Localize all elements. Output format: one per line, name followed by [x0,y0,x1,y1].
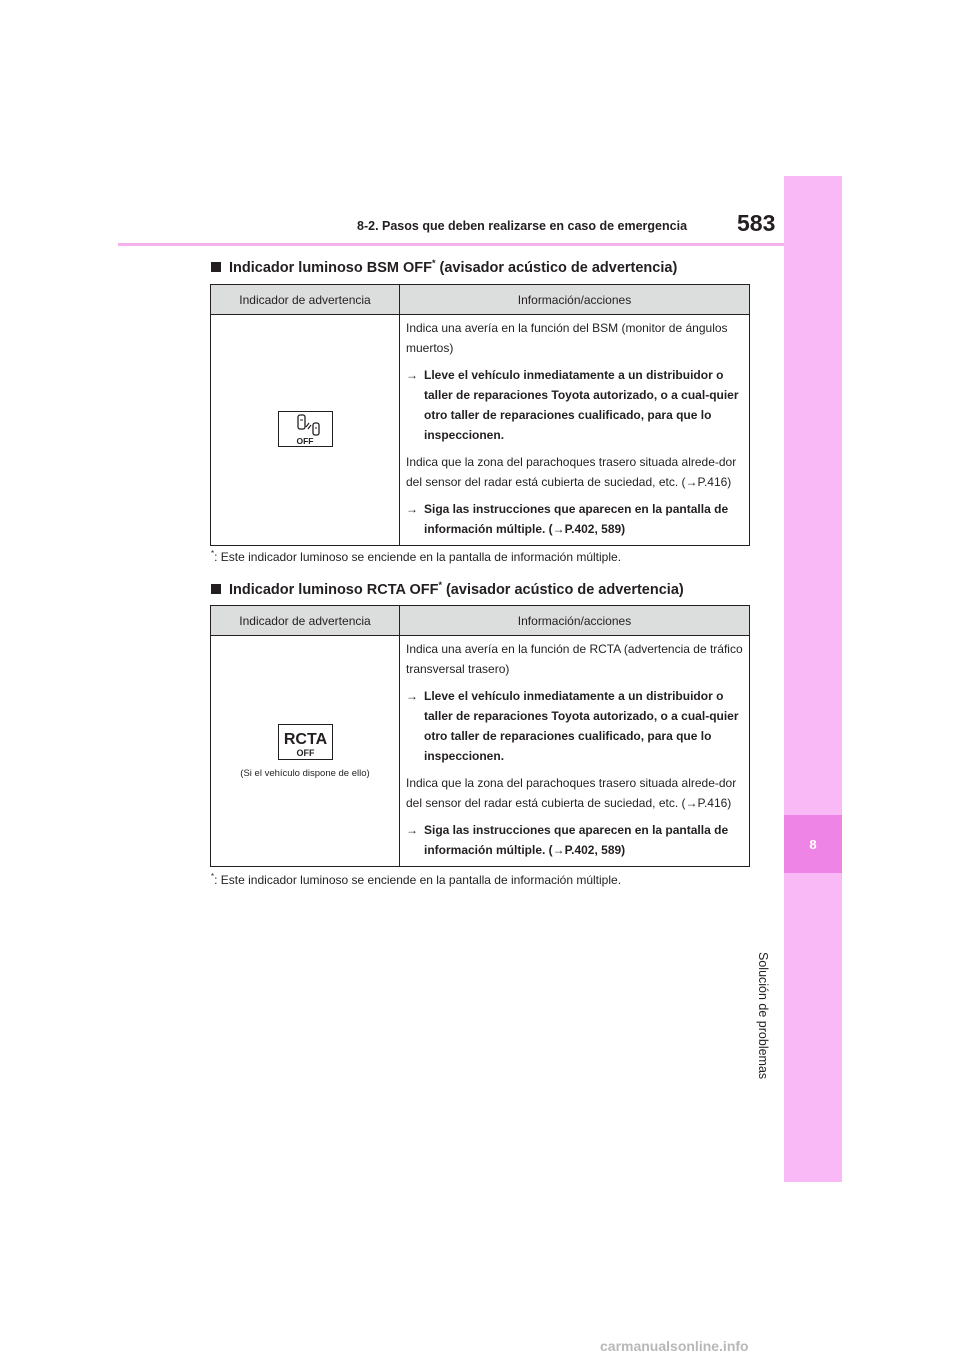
rcta-off-icon [278,724,333,760]
section-title: 8-2. Pasos que deben realizarse en caso de emergencia [357,219,688,233]
column-header: Información/acciones [400,606,750,636]
svg-text:OFF: OFF [296,436,313,446]
table-header-row [211,285,750,315]
bsm-warning-table [210,284,750,546]
icon-cell [211,636,400,867]
table-row [211,636,750,867]
icon-cell [211,315,400,546]
chapter-side-tab [784,176,842,1182]
action-item: → Siga las instrucciones que aparecen en la pantalla de información múltiple. (→P.402, 589) [406,820,743,860]
action-item: → Lleve el vehículo inmediatamente a un distribuidor o taller de reparaciones Toyota autorizado, o a cual-quier otro taller de reparaciones cualificado, para que lo inspeccionen. [406,365,743,445]
footnote: *: Este indicador luminoso se enciende en la pantalla de información múltiple. [211,872,622,887]
square-bullet-icon [211,262,221,272]
action-item: → Lleve el vehículo inmediatamente a un distribuidor o taller de reparaciones Toyota autorizado, o a cual-quier otro taller de reparaciones cualificado, para que lo inspeccionen. [406,686,743,766]
watermark: carmanualsonline.info [600,1338,749,1354]
action-item: → Siga las instrucciones que aparecen en la pantalla de información múltiple. (→P.402, 589) [406,499,743,539]
table-row [211,315,750,546]
info-text: Indica una avería en la función del BSM (monitor de ángulos muertos) [406,321,728,355]
bsm-off-icon [278,411,333,447]
rcta-heading: Indicador luminoso RCTA OFF* (avisador acústico de advertencia) [211,580,684,598]
square-bullet-icon [211,584,221,594]
column-header: Información/acciones [400,285,750,315]
column-header: Indicador de advertencia [211,606,400,636]
chapter-title: Solución de problemas [756,952,770,1080]
rcta-warning-table [210,605,750,867]
info-cell [400,636,750,867]
arrow-icon: → [406,689,418,703]
column-header: Indicador de advertencia [211,285,400,315]
header-divider [118,243,784,246]
table-header-row [211,606,750,636]
icon-caption: (Si el vehículo dispone de ello) [240,767,370,779]
arrow-icon: → [406,368,418,382]
chapter-number: 8 [784,815,842,873]
footnote: *: Este indicador luminoso se enciende en la pantalla de información múltiple. [211,549,622,564]
arrow-icon: → [406,502,418,516]
info-text: Indica que la zona del parachoques trasero situada alrede-dor del sensor del radar está cubierta de suciedad, etc. (→P.416) [406,455,737,489]
svg-text:RCTA: RCTA [283,730,327,748]
arrow-icon: → [406,823,418,837]
info-cell [400,315,750,546]
svg-text:OFF: OFF [296,747,314,758]
page-number: 583 [737,210,776,236]
info-text: Indica una avería en la función de RCTA (advertencia de tráfico transversal trasero) [406,642,743,676]
bsm-heading: Indicador luminoso BSM OFF* (avisador acústico de advertencia) [211,258,677,276]
info-text: Indica que la zona del parachoques trasero situada alrede-dor del sensor del radar está cubierta de suciedad, etc. (→P.416) [406,776,737,810]
